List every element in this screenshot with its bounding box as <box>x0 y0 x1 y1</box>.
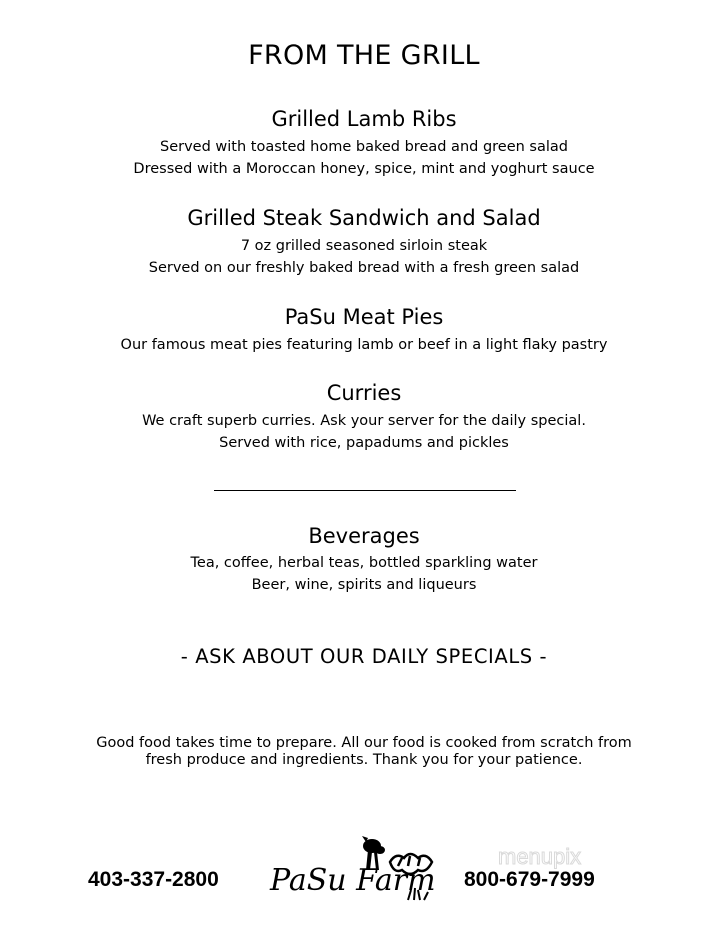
kitchen-note-line: fresh produce and ingredients. Thank you for your patience. <box>145 752 583 768</box>
item-name-meat-pies: PaSu Meat Pies <box>284 305 444 329</box>
item-desc-line: Dressed with a Moroccan honey, spice, mint and yoghurt sauce <box>133 161 595 177</box>
item-name-lamb-ribs: Grilled Lamb Ribs <box>271 107 457 131</box>
menupix-watermark <box>496 836 614 876</box>
item-name-beverages: Beverages <box>308 524 420 548</box>
logo-lettering: PaSu Farm <box>270 863 436 898</box>
kitchen-note-line: Good food takes time to prepare. All our food is cooked from scratch from <box>96 735 632 751</box>
phone-number-tollfree: 800-679-7999 <box>464 868 595 891</box>
section-divider <box>214 490 516 491</box>
menu-title: FROM THE GRILL <box>248 40 480 71</box>
item-name-steak-sandwich: Grilled Steak Sandwich and Salad <box>187 206 541 230</box>
item-desc-line: 7 oz grilled seasoned sirloin steak <box>240 238 488 254</box>
pasu-farm-logo <box>268 828 454 910</box>
item-name-curries: Curries <box>326 381 402 405</box>
item-desc-line: Served with toasted home baked bread and green salad <box>159 139 568 155</box>
item-desc-line: Served on our freshly baked bread with a fresh green salad <box>148 260 580 276</box>
watermark-text: menupix <box>498 844 582 869</box>
daily-specials-banner: - ASK ABOUT OUR DAILY SPECIALS - <box>180 645 548 668</box>
item-desc-line: Tea, coffee, herbal teas, bottled sparkling water <box>190 555 538 571</box>
item-desc-line: Our famous meat pies featuring lamb or beef in a light flaky pastry <box>120 337 608 353</box>
item-desc-line: Served with rice, papadums and pickles <box>219 435 509 451</box>
item-desc-line: Beer, wine, spirits and liqueurs <box>251 577 477 593</box>
item-desc-line: We craft superb curries. Ask your server for the daily special. <box>142 413 586 429</box>
kitchen-note <box>0 735 728 769</box>
phone-number-local: 403-337-2800 <box>88 868 219 891</box>
